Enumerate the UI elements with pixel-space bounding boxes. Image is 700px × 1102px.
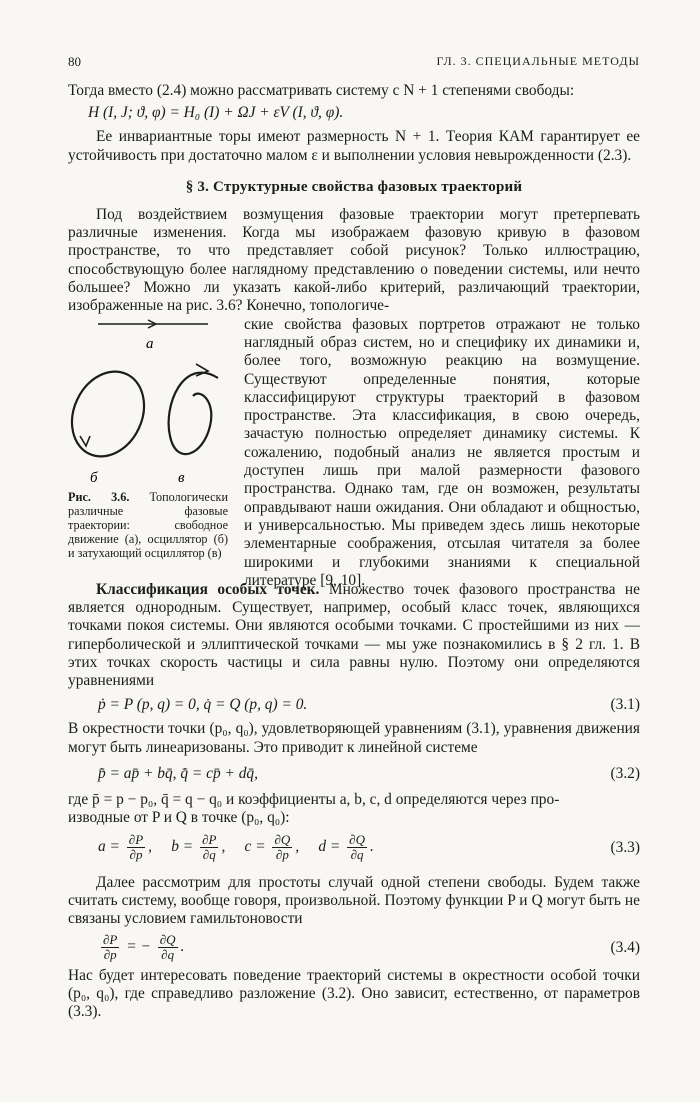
- label-v: в: [178, 469, 185, 486]
- equation-number: (3.2): [610, 765, 640, 783]
- paragraph-classification: [68, 581, 640, 691]
- equation-number: (3.3): [610, 838, 640, 856]
- equation-number: (3.1): [610, 696, 640, 714]
- spiral-arrow-icon: [196, 364, 208, 376]
- classification-text: Множество точек фазового пространства не является однородным. Существует, например, особый класс точек, являющихся точками покоя системы. Они являются особыми точками. С простейшими из них — гиперболической и эллиптической точками — мы уже познакомились в § 2 гл. 1. В этих точках скорость частицы и сила равны нулю. Поэтому они определяются уравнениями: [68, 580, 640, 690]
- figure-3-6: [68, 316, 238, 561]
- equation-number: (3.4): [610, 938, 640, 956]
- paragraph-one-degree: Далее рассмотрим для простоты случай одной степени свободы. Будем также считать систему, вообще говоря, произвольной. Поэтому функции P и Q могут быть не связаны условием гамильтоновости: [68, 873, 640, 928]
- running-header: [68, 54, 640, 76]
- paragraph-tori: Ее инвариантные торы имеют размерность N + 1. Теория КАМ гарантирует ее устойчивость при достаточно малом ε и выполнении условия невырожденности (2.3).: [68, 128, 640, 164]
- oscillator-orbit: [68, 359, 157, 467]
- equation-3-1: ṗ = P (p, q) = 0, q̇ = Q (p, q) = 0. (3.1): [98, 696, 640, 714]
- damped-spiral: [169, 372, 218, 454]
- label-a: а: [146, 335, 154, 352]
- paragraph-final: Нас будет интересовать поведение траекторий системы в окрестности особой точки (p₀, q₀), где справедливо разложение (3.2). Оно зависит, естественно, от параметров (3.3).: [68, 966, 640, 1021]
- section-title: § 3. Структурные свойства фазовых траекторий: [185, 178, 523, 195]
- intro-line: Тогда вместо (2.4) можно рассматривать систему с N + 1 степенями свободы:: [68, 82, 575, 99]
- equation-hamiltonian: H (I, J; ϑ, φ) = H₀ (I) + ΩJ + εV (I, ϑ, φ).: [88, 104, 344, 122]
- paragraph-linearization: В окрестности точки (p₀, q₀), удовлетворяющей уравнениям (3.1), уравнения движения могут быть линеаризованы. Это приводит к линейной системе: [68, 720, 640, 756]
- equation-3-2: p̄̇ = ap̄ + bq̄, q̄̇ = cp̄ + dq̄, (3.2): [98, 765, 640, 783]
- oscillator-arrow-icon: [80, 436, 90, 446]
- paragraph-side: ские свойства фазовых портретов отражают не только наглядный образ систем, но и специфику их динамики и, более того, возможную реакцию на возмущение. Существуют определенные понятия, которые классифицируют структуры траекторий в фазовом пространстве. Эта классификация, в свою очередь, зачастую полностью определяет динамику системы. К сожалению, подобный анализ не является простым и доступен лишь при малой размерности фазового пространства. Однако там, где он возможен, результаты оправдывают наши ожидания. Они обладают и общностью, и универсальностью. Мы приведем здесь лишь некоторые элементарные соображения, отсылая читателя за более широкими и глубокими знаниями к специальной литературе [9, 10].: [244, 315, 640, 589]
- caption-label: Рис. 3.6.: [68, 489, 130, 504]
- figure-caption: [68, 490, 228, 561]
- paragraph-where: где p̄ = p − p₀, q̄ = q − q₀ и коэффициенты a, b, c, d определяются через про- изводные от P и Q в точке (p₀, q₀):: [68, 791, 560, 827]
- running-title: ГЛ. 3. СПЕЦИАЛЬНЫЕ МЕТОДЫ: [436, 54, 640, 68]
- caption-text: Топологически различные фазовые траектории: свободное движение (а), осциллятор (б) и затухающий осциллятор (в): [68, 489, 228, 561]
- label-b: б: [90, 469, 98, 486]
- page-number: 80: [68, 54, 81, 69]
- classification-heading: Классификация особых точек.: [96, 580, 320, 598]
- page: [68, 54, 640, 1021]
- phase-portrait-illustration: [68, 316, 238, 486]
- equation-3-4: $\frac{\partial P}{\partial p}$ = − $\frac{\partial Q}{\partial q}$ . (3.4): [103, 932, 640, 963]
- wrapped-text: [244, 316, 640, 590]
- equation-3-3: a = $\frac{\partial P}{\partial p}$ , b = $\frac{\partial P}{\partial q}$ , c = $\frac{\partial Q}{\partial p}$ , d = $\frac{\partial Q}{\partial q}$ . (3.3): [98, 832, 640, 863]
- paragraph-intro-section: Под воздействием возмущения фазовые траектории могут претерпевать различные изменения. Когда мы изображаем фазовую кривую в фазовом пространстве, то что представляет собой рисунок? Только иллюстрацию, способствующую более наглядному представлению о поведении системы, или нечто большее? Можно ли указать какой-либо критерий, различающий траектории, изображенные на рис. 3.6? Конечно, топологиче-: [68, 205, 640, 315]
